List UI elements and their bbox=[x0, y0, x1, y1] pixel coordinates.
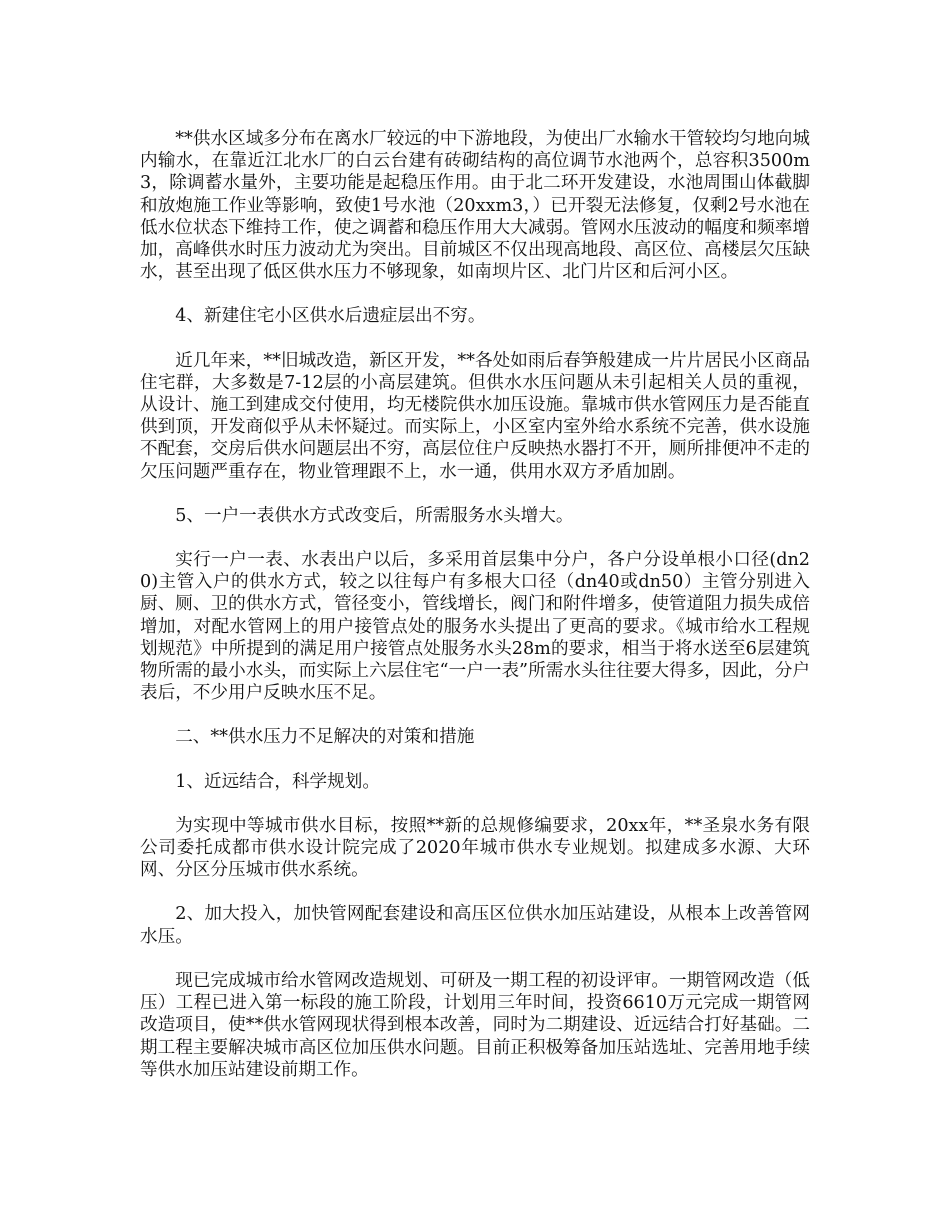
paragraph-water-zone: **供水区域多分布在离水厂较远的中下游地段，为使出厂水输水干管较均匀地向城内输水，在靠近江北水厂的白云台建有砖砌结构的高位调节水池两个，总容积3500m3，除调蓄水量外，主要功能是起稳压作用。由于北二环开发建设，水池周围山体截脚和放炮施工作业等影响，致使1号水池（20xxm3，）已开裂无法修复，仅剩2号水池在低水位状态下维持工作，使之调蓄和稳压作用大大减弱。管网水压波动的幅度和频率增加，高峰供水时压力波动尤为突出。目前城区不仅出现高地段、高区位、高楼层欠压缺水，甚至出现了低区供水压力不够现象，如南坝片区、北门片区和后河小区。 bbox=[140, 129, 810, 283]
paragraph-new-residential: 近几年来，**旧城改造，新区开发，**各处如雨后春笋般建成一片片居民小区商品住宅群，大多数是7-12层的小高层建筑。但供水水压问题从未引起相关人员的重视，从设计、施工到建成交付使用，均无楼院供水加压设施。靠城市供水管网压力是否能直供到顶，开发商似乎从未怀疑过。而实际上，小区室内室外给水系统不完善，供水设施不配套，交房后供水问题层出不穷，高层位住户反映热水器打不开，厕所排便冲不走的欠压问题严重存在，物业管理跟不上，水一通，供用水双方矛盾加剧。 bbox=[140, 350, 810, 482]
document-body bbox=[140, 128, 810, 1103]
heading-item-4: 4、新建住宅小区供水后遗症层出不穷。 bbox=[175, 306, 486, 327]
paragraph-one-meter-per-household: 实行一户一表、水表出户以后，多采用首层集中分户，各户分设单根小口径(dn20)主管入户的供水方式，较之以往每户有多根大口径（dn40或dn50）主管分别进入厨、厕、卫的供水方式，管径变小，管线增长，阀门和附件增多，使管道阻力损失成倍增加，对配水管网上的用户接管点处的服务水头提出了更高的要求。《城市给水工程规划规范》中所提到的满足用户接管点处服务水头28m的要求，相当于将水送至6层建筑物所需的最小水头，而实际上六层住宅“一户一表”所需水头往往要大得多，因此，分户表后，不少用户反映水压不足。 bbox=[140, 550, 810, 704]
heading-item-1: 1、近远结合，科学规划。 bbox=[175, 771, 380, 792]
paragraph-network-upgrade: 现已完成城市给水管网改造规划、可研及一期工程的初设评审。一期管网改造（低压）工程已进入第一标段的施工阶段，计划用三年时间，投资6610万元完成一期管网改造项目，使**供水管网现状得到根本改善，同时为二期建设、近远结合打好基础。二期工程主要解决城市高区位加压供水问题。目前正积极筹备加压站选址、完善用地手续等供水加压站建设前期工作。 bbox=[140, 970, 810, 1080]
heading-item-5: 5、一户一表供水方式改变后，所需服务水头增大。 bbox=[175, 505, 574, 526]
paragraph-planning: 为实现中等城市供水目标，按照**新的总规修编要求，20xx年，**圣泉水务有限公司委托成都市供水设计院完成了2020年城市供水专业规划。拟建成多水源、大环网、分区分压城市供水系统。 bbox=[140, 815, 810, 881]
section-heading-countermeasures: 二、**供水压力不足解决的对策和措施 bbox=[175, 727, 475, 748]
heading-item-2: 2、加大投入，加快管网配套建设和高压区位供水加压站建设，从根本上改善管网水压。 bbox=[140, 904, 810, 947]
